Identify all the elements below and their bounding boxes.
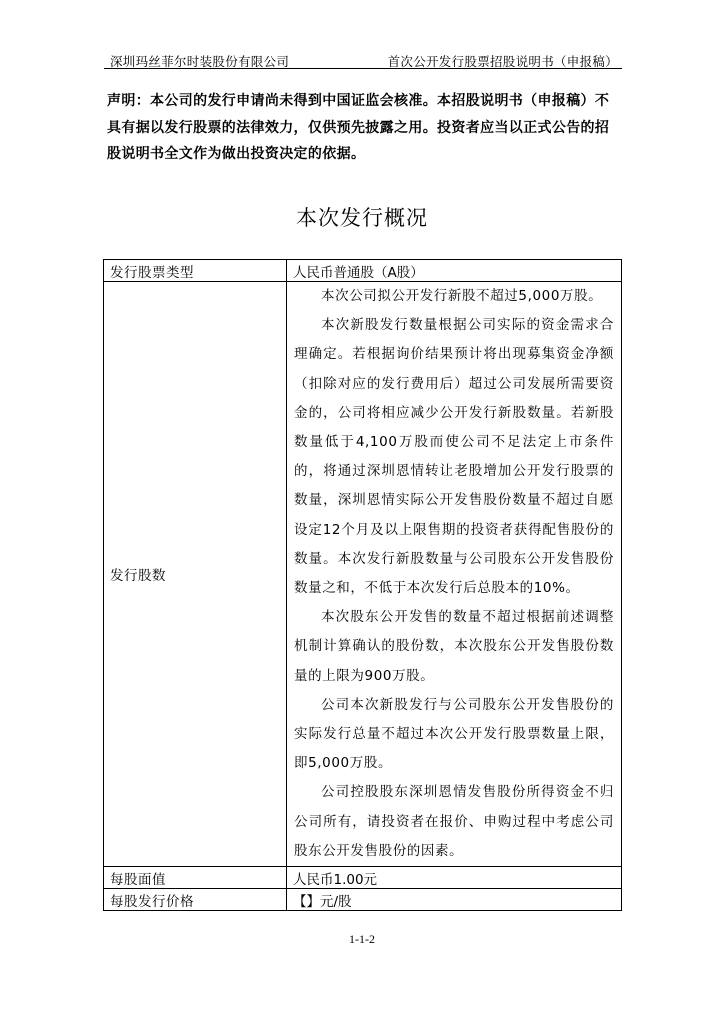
value-share-count — [287, 282, 622, 867]
table-row — [104, 889, 622, 911]
label-issue-price: 每股发行价格 — [104, 889, 287, 911]
label-share-count: 发行股数 — [104, 282, 287, 867]
share-count-paragraph: 本次公司拟公开发行新股不超过5,000万股。 — [321, 288, 603, 304]
share-count-paragraph: 公司控股股东深圳恩情发售股份所得资金不归公司所有，请投资者在报价、申购过程中考虑公司股东公开发售股份的因素。 — [294, 784, 614, 859]
table-row — [104, 282, 622, 867]
page-number: 1-1-2 — [349, 932, 375, 946]
header-doc-title: 首次公开发行股票招股说明书（申报稿） — [387, 54, 618, 69]
value-issue-price: 【】元/股 — [287, 889, 622, 911]
page-header — [104, 46, 622, 69]
header-company: 深圳玛丝菲尔时装股份有限公司 — [110, 54, 290, 69]
share-count-paragraph: 本次股东公开发售的数量不超过根据前述调整机制计算确认的股份数，本次股东公开发售股份数量的上限为900万股。 — [294, 609, 614, 684]
label-stock-type: 发行股票类型 — [104, 260, 287, 282]
section-title: 本次发行概况 — [296, 206, 428, 230]
disclaimer-statement: 声明：本公司的发行申请尚未得到中国证监会核准。本招股说明书（申报稿）不具有据以发行股票的法律效力，仅供预先披露之用。投资者应当以正式公告的招股说明书全文作为做出投资决定的依据。 — [107, 93, 610, 162]
value-stock-type: 人民币普通股（A股） — [287, 260, 622, 282]
value-par-value: 人民币1.00元 — [287, 867, 622, 889]
offering-overview-table — [103, 259, 622, 911]
label-par-value: 每股面值 — [104, 867, 287, 889]
table-row — [104, 260, 622, 282]
table-row — [104, 867, 622, 889]
share-count-paragraph: 本次新股发行数量根据公司实际的资金需求合理确定。若根据询价结果预计将出现募集资金净额（扣除对应的发行费用后）超过公司发展所需要资金的，公司将相应减少公开发行新股数量。若新股数量低于4,100万股而使公司不足法定上市条件的，将通过深圳恩情转让老股增加公开发行股票的数量，深圳恩情实际公开发售股份数量不超过自愿设定12个月及以上限售期的投资者获得配售股份的数量。本次发行新股数量与公司股东公开发售股份数量之和，不低于本次发行后总股本的10%。 — [294, 317, 614, 597]
share-count-paragraph: 公司本次新股发行与公司股东公开发售股份的实际发行总量不超过本次公开发行股票数量上限，即5,000万股。 — [294, 696, 614, 772]
